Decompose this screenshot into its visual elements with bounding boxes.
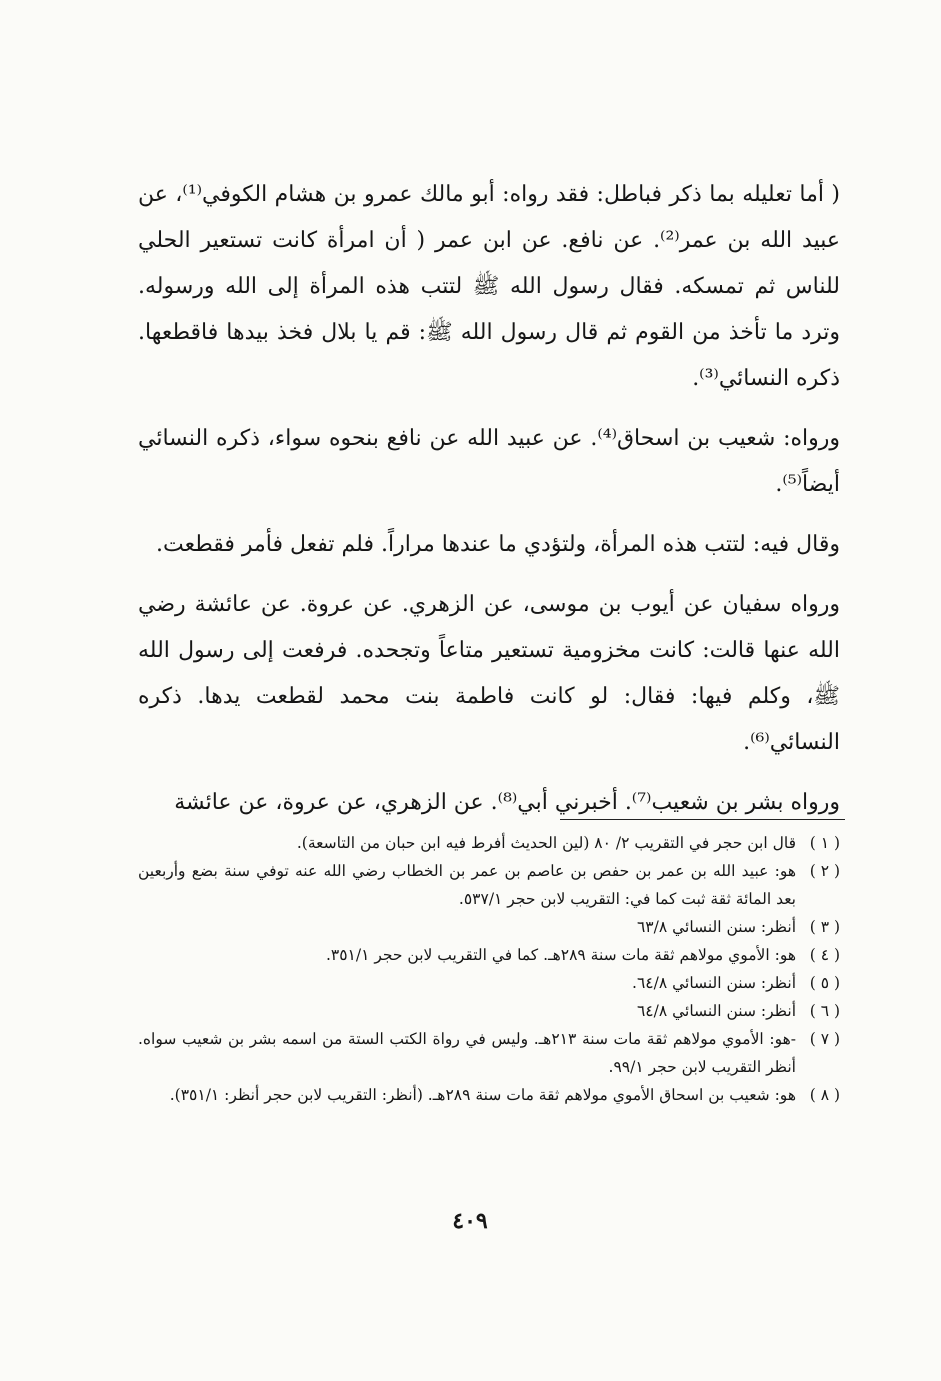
- footnote-text: هو: عبيد الله بن عمر بن حفص بن عاصم بن عمر بن الخطاب رضي الله عنه توفي سنة بضع وأربعين بعد المائة ثقة ثبت كما في: التقريب لابن حجر ٥٣٧/١.: [138, 862, 796, 908]
- footnote-text: -هو: الأموي مولاهم ثقة مات سنة ٢١٣هـ. وليس في رواة الكتب الستة من اسمه بشر بن شعيب سواه. أنظر التقريب لابن حجر ٩٩/١.: [138, 1030, 796, 1076]
- page-number: ٤٠٩: [452, 1208, 488, 1234]
- footnote-number: ( ٣ ): [809, 918, 840, 936]
- paragraph: ورواه: شعيب بن اسحاق⁽⁴⁾. عن عبيد الله عن نافع بنحوه سواء، ذكره النسائي أيضاً⁽⁵⁾.: [138, 426, 840, 497]
- footnote: [138, 1025, 840, 1081]
- paragraph: وقال فيه: لتتب هذه المرأة، ولتؤدي ما عندها مراراً. فلم تفعل فأمر فقطعت.: [155, 532, 840, 557]
- footnote-divider: [560, 819, 845, 820]
- footnote-number: ( ٧ ): [809, 1030, 840, 1048]
- footnote: [138, 997, 840, 1025]
- footnote: [138, 969, 840, 997]
- footnote: [138, 913, 840, 941]
- footnote-number: ( ٤ ): [809, 946, 840, 964]
- paragraph: ورواه سفيان عن أيوب بن موسى، عن الزهري. عن عروة. عن عائشة رضي الله عنها قالت: كانت مخزومية تستعير متاعاً وتجحده. فرفعت إلى رسول الله ﷺ، وكلم فيها: فقال: لو كانت فاطمة بنت محمد لقطعت يدها. ذكره النسائي⁽⁶⁾.: [138, 592, 840, 755]
- paragraph: ورواه بشر بن شعيب⁽⁷⁾. أخبرني أبي⁽⁸⁾. عن الزهري، عن عروة، عن عائشة: [174, 790, 840, 815]
- main-text: [138, 172, 840, 826]
- footnote-number: ( ٥ ): [809, 974, 840, 992]
- footnote: [138, 829, 840, 857]
- footnote-number: ( ٦ ): [809, 1002, 840, 1020]
- footnote: [138, 857, 840, 913]
- footnote-number: ( ٢ ): [809, 862, 840, 880]
- footnote-number: ( ٨ ): [809, 1086, 840, 1104]
- footnote-text: قال ابن حجر في التقريب ٢/ ٨٠ (لين الحديث أفرط فيه ابن حبان من التاسعة).: [296, 834, 796, 852]
- footnote: [138, 941, 840, 969]
- footnote-text: هو: شعيب بن اسحاق الأموي مولاهم ثقة مات سنة ٢٨٩هـ. (أنظر: التقريب لابن حجر أنظر: ٣٥١/١).: [169, 1086, 796, 1104]
- paragraph: ( أما تعليله بما ذكر فباطل: فقد رواه: أبو مالك عمرو بن هشام الكوفي⁽¹⁾، عن عبيد الله بن عمر⁽²⁾. عن نافع. عن ابن عمر ( أن امرأة كانت تستعير الحلي للناس ثم تمسكه. فقال رسول الله ﷺ لتتب هذه المرأة إلى الله ورسوله. وترد ما تأخذ من القوم ثم قال رسول الله ﷺ: قم يا بلال فخذ بيدها فاقطعها. ذكره النسائي⁽³⁾.: [138, 182, 840, 391]
- footnote-text: أنظر: سنن النسائي ٦٤/٨: [636, 1002, 796, 1020]
- footnote-text: هو: الأموي مولاهم ثقة مات سنة ٢٨٩هـ. كما في التقريب لابن حجر ٣٥١/١.: [325, 946, 796, 964]
- footnote-text: أنظر: سنن النسائي ٦٤/٨.: [632, 974, 796, 992]
- footnote-text: أنظر: سنن النسائي ٦٣/٨: [636, 918, 796, 936]
- footnote: [138, 1081, 840, 1109]
- footnotes-list: [138, 829, 840, 1109]
- footnote-number: ( ١ ): [809, 834, 840, 852]
